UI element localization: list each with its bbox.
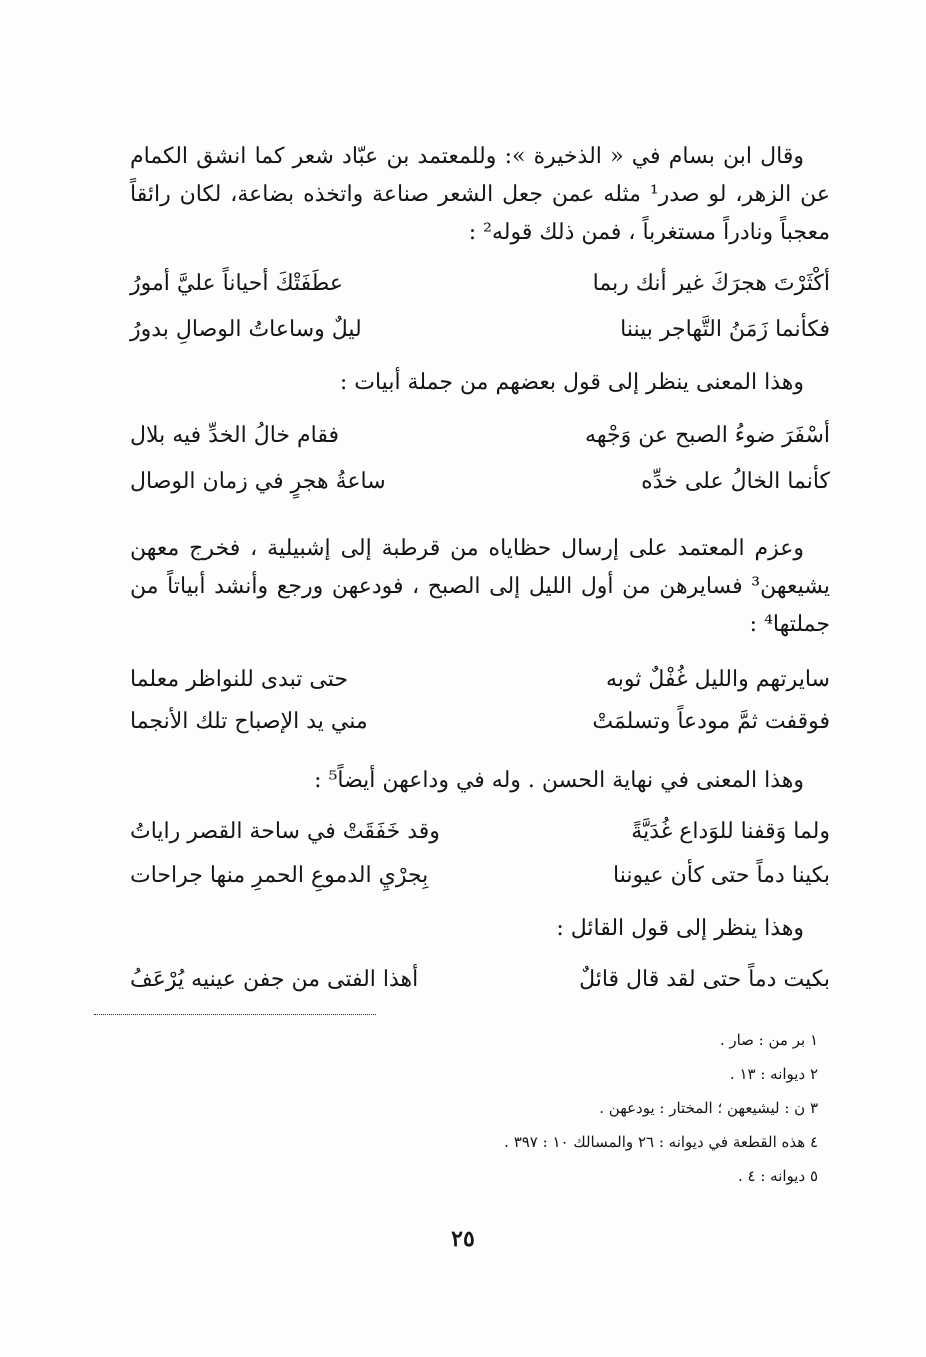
- verse-first-hemistich: بكينا دماً حتى كأن عيوننا: [612, 863, 830, 888]
- verse-line: [130, 310, 830, 350]
- verse-line: [130, 660, 830, 700]
- paragraph-intro-2: [130, 364, 830, 402]
- verse-second-hemistich: وقد خَفَقَتْ في ساحة القصر راياتُ: [130, 819, 440, 844]
- verse-line: [130, 960, 830, 1000]
- footnote-divider: [94, 1014, 376, 1015]
- verse-first-hemistich: فكأنما زَمَنُ التَّهاجر بيننا: [620, 317, 830, 342]
- verse-second-hemistich: ليلٌ وساعاتُ الوصالِ بدورُ: [130, 317, 362, 342]
- paragraph-text: وهذا ينظر إلى قول القائل :: [556, 916, 804, 941]
- verse-line: [130, 416, 830, 456]
- page-number: ٢٥: [451, 1226, 475, 1252]
- footnote: ٤ هذه القطعة في ديوانه : ٢٦ والمسالك ١٠ : ٣٩٧ .: [504, 1133, 818, 1151]
- verse-second-hemistich: عطَفَتْكَ أحياناً عليَّ أمورُ: [130, 271, 343, 296]
- verse-first-hemistich: فوقفت ثمَّ مودعاً وتسلمَتْ: [592, 709, 830, 734]
- verse-first-hemistich: سايرتهم والليل غُفْلٌ ثوبه: [605, 667, 830, 692]
- verse-line: [130, 462, 830, 502]
- paragraph-farewell-text: وعزم المعتمد على إرسال حظاياه من قرطبة إلى إشبيلية ، فخرج معهن يشيعهن³ فسايرهن من أول الليل إلى الصبح ، فودعهن ورجع وأنشد أبياتاً من جملتها⁴ :: [130, 536, 830, 637]
- verse-second-hemistich: مني يد الإصباح تلك الأنجما: [130, 709, 368, 734]
- verse-second-hemistich: أهذا الفتى من جفن عينيه يُرْعَفُ: [130, 967, 419, 992]
- footnote: ٢ ديوانه : ١٣ .: [729, 1065, 818, 1083]
- verse-first-hemistich: ولما وَقفنا للوَداع غُدَيَّةً: [631, 819, 830, 844]
- paragraph-intro-text: وقال ابن بسام في « الذخيرة »: وللمعتمد بن عبّاد شعر كما انشق الكمام عن الزهر، لو صدر¹ مثله عمن جعل الشعر صناعة واتخذه بضاعة، لكان رائقاً معجباً ونادراً مستغرباً ، فمن ذلك قوله² :: [130, 144, 830, 245]
- verse-line: [130, 856, 830, 896]
- verse-first-hemistich: أسْفَرَ ضوءُ الصبح عن وَجْهه: [585, 423, 830, 448]
- verse-first-hemistich: أكْثَرْتَ هجرَكَ غير أنك ربما: [592, 271, 830, 296]
- paragraph-sayer: [130, 910, 830, 948]
- footnote: ٣ ن : ليشيعهن ؛ المختار : يودعهن .: [599, 1099, 818, 1117]
- verse-second-hemistich: فقام خالُ الخدِّ فيه بلال: [130, 423, 339, 448]
- verse-second-hemistich: حتى تبدى للنواظر معلما: [130, 667, 348, 692]
- verse-line: [130, 702, 830, 742]
- footnote: ٥ ديوانه : ٤ .: [737, 1167, 818, 1185]
- paragraph-intro: [130, 138, 830, 252]
- verse-line: [130, 812, 830, 852]
- footnote: ١ بر من : صار .: [719, 1031, 818, 1049]
- verse-first-hemistich: بكيت دماً حتى لقد قال قائلٌ: [579, 967, 830, 992]
- verse-second-hemistich: ساعةُ هجرٍ في زمان الوصال: [130, 469, 386, 494]
- paragraph-farewell: [130, 530, 830, 644]
- verse-second-hemistich: بِجرْيِ الدموعِ الحمرِ منها جراحات: [130, 863, 429, 888]
- paragraph-text: وهذا المعنى ينظر إلى قول بعضهم من جملة أبيات :: [339, 370, 804, 395]
- paragraph-beauty: [130, 762, 830, 800]
- paragraph-text: وهذا المعنى في نهاية الحسن . وله في وداعهن أيضاً⁵ :: [314, 768, 804, 793]
- verse-line: [130, 264, 830, 304]
- verse-first-hemistich: كأنما الخالُ على خدِّه: [641, 469, 830, 494]
